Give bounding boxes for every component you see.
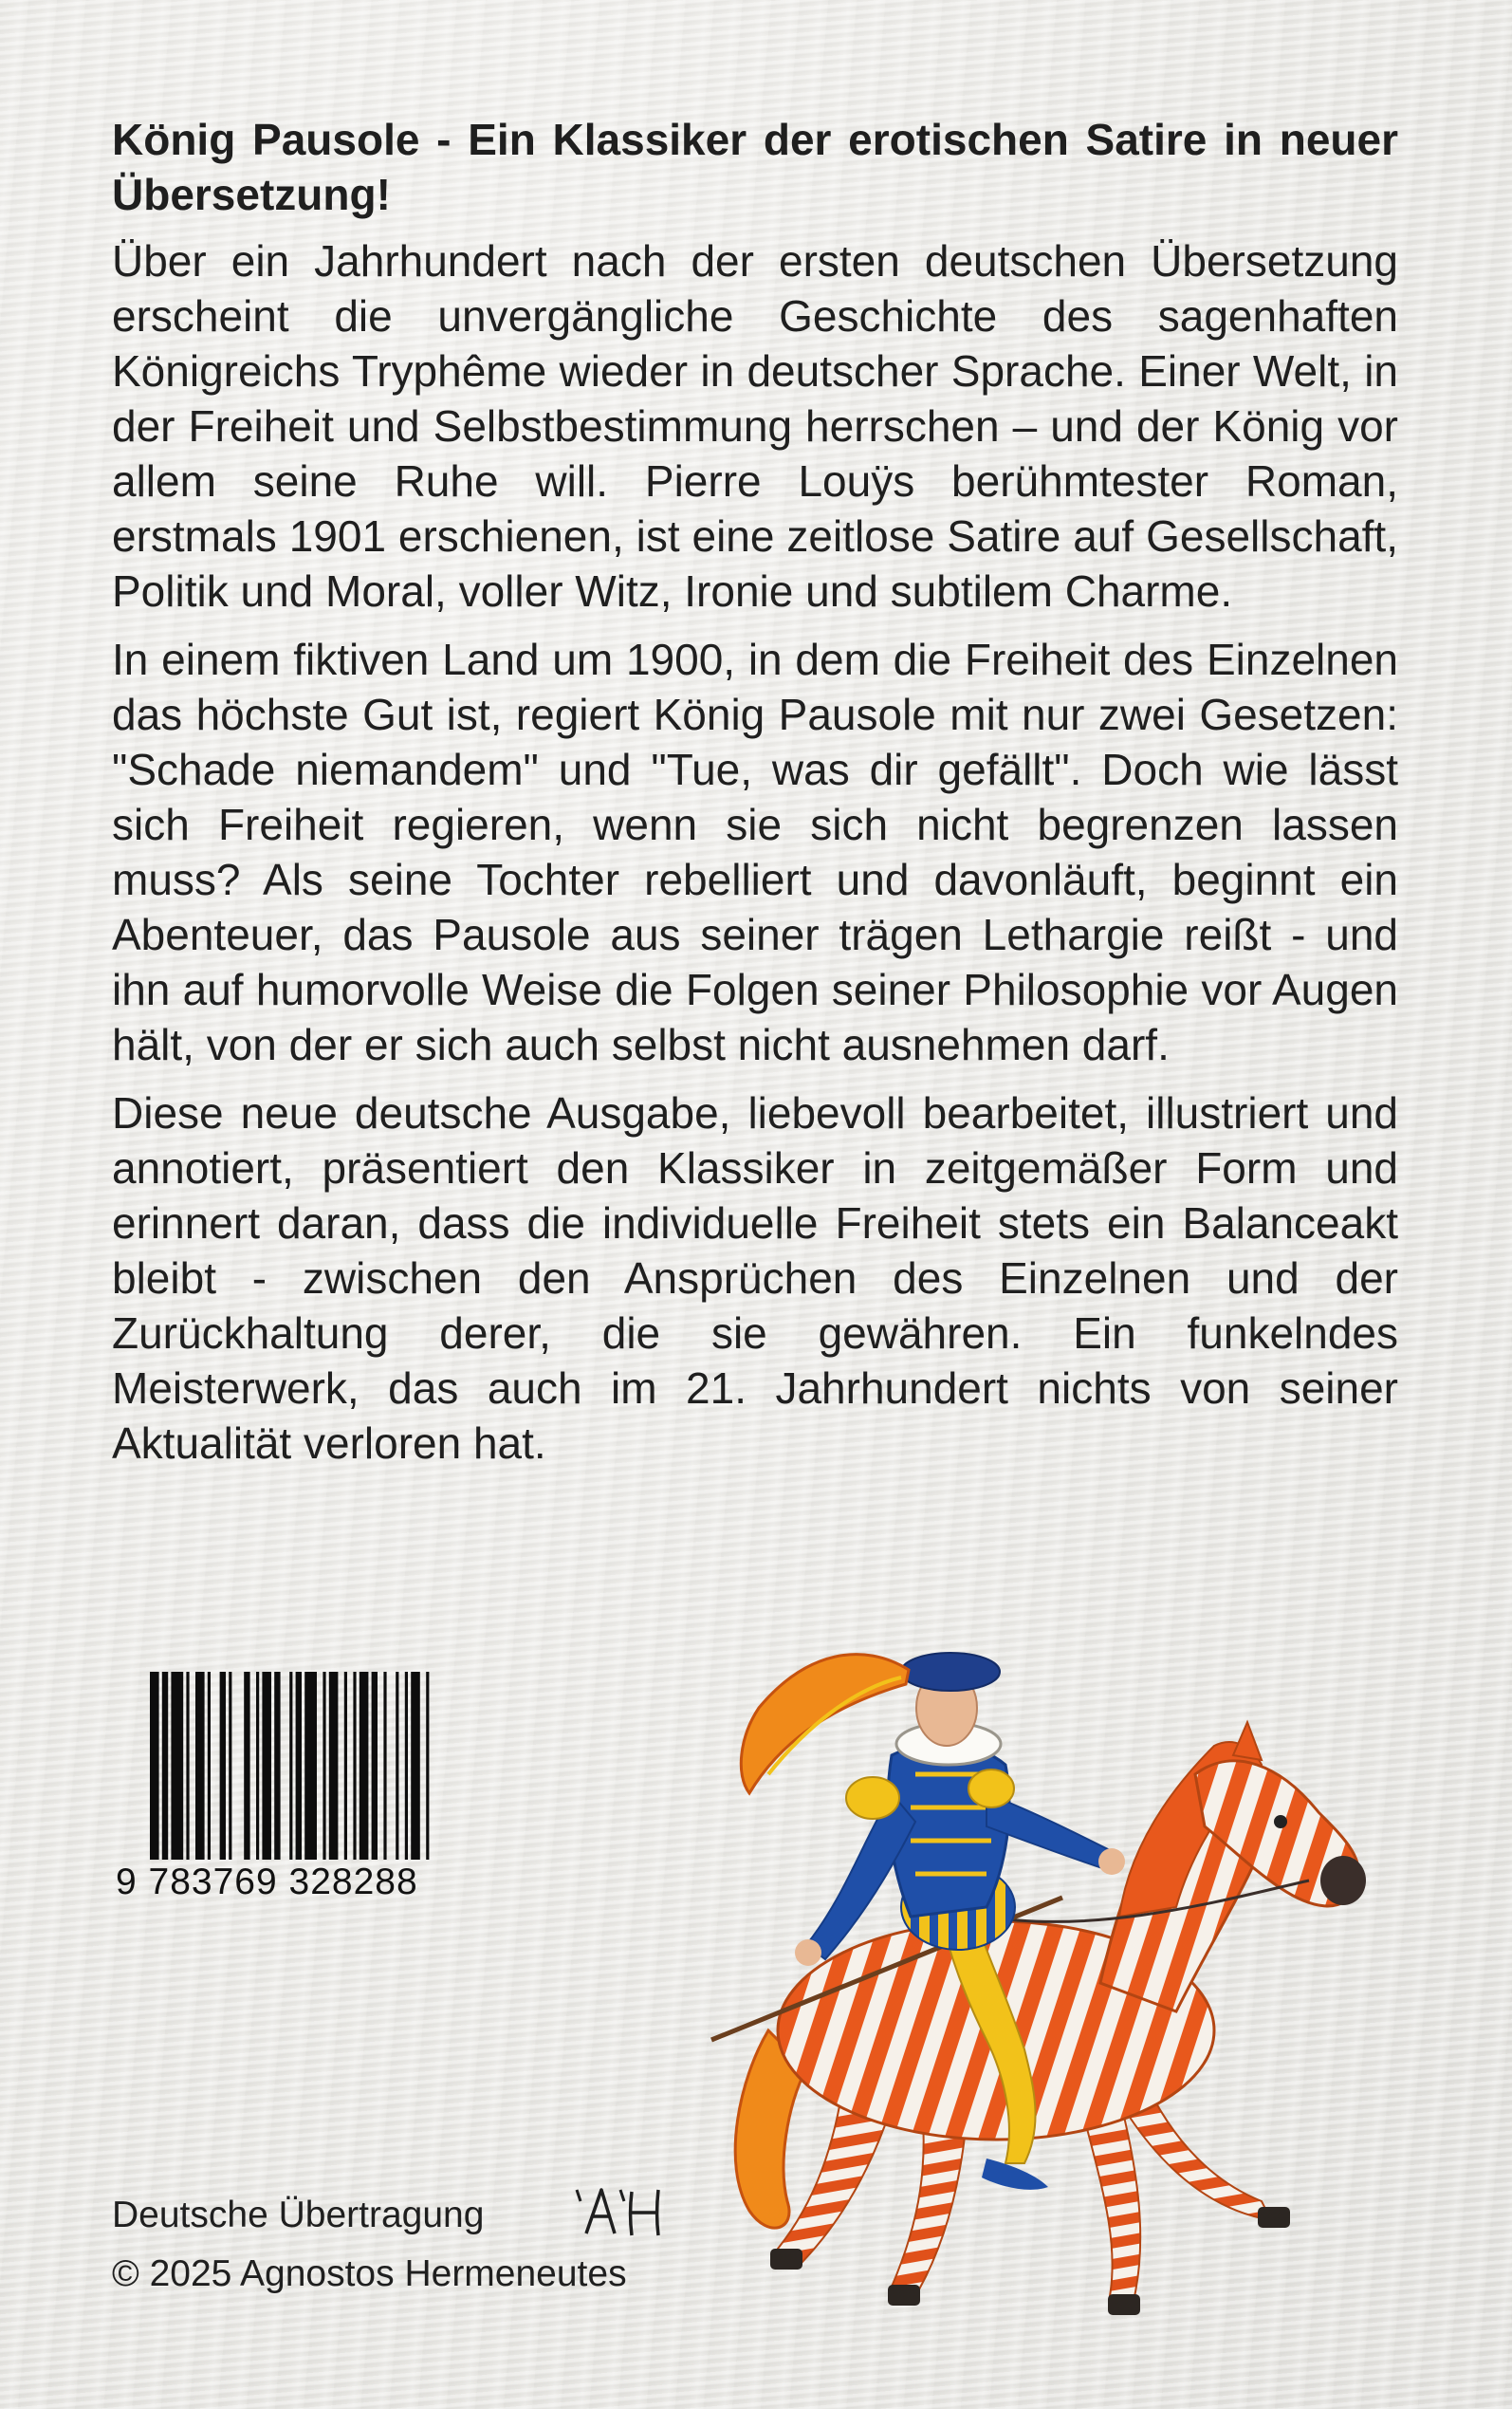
barcode-bar: [344, 1672, 347, 1860]
publisher-signature-logo: [567, 2178, 672, 2245]
blurb-paragraph-2: In einem fiktiven Land um 1900, in dem die Freiheit des Einzelnen das höchste Gut ist, regiert König Pausole mit nur zwei Gesetzen: "Schade niemandem" und "Tue, was dir gefällt". Doch wie lässt sich Freiheit regieren, wenn sie sich nicht begrenzen lassen muss? Als seine Tochter rebelliert und davonläuft, beginnt ein Abenteuer, das Pausole aus seiner trägen Lethargie reißt - und ihn auf humorvolle Weise die Folgen seiner Philosophie vor Augen hält, von der er sich auch selbst nicht ausnehmen darf.: [112, 635, 1398, 1069]
barcode-bar: [150, 1672, 159, 1860]
barcode-bar: [426, 1672, 429, 1860]
barcode-bar: [274, 1672, 280, 1860]
barcode-bar: [360, 1672, 369, 1860]
blurb-paragraph-1: Über ein Jahrhundert nach der ersten deutschen Übersetzung erscheint die unvergängliche Geschichte des sagenhaften Königreichs Tryphême wieder in deutscher Sprache. Einer Welt, in der Freiheit und Selbstbestimmung herrschen – und der König vor allem seine Ruhe will. Pierre Louÿs berühmtester Roman, erstmals 1901 erschienen, ist eine zeitlose Satire auf Gesellschaft, Politik und Moral, voller Witz, Ironie und subtilem Charme.: [112, 236, 1398, 616]
barcode-bar: [396, 1672, 398, 1860]
credits: [112, 2186, 627, 2304]
barcode-bar: [186, 1672, 189, 1860]
barcode-bar: [383, 1672, 386, 1860]
rider-on-zebra-illustration: [702, 1632, 1385, 2334]
isbn-barcode: [112, 1672, 434, 1911]
barcode-bars: [112, 1672, 434, 1862]
barcode-bar: [220, 1672, 226, 1860]
barcode-bar: [208, 1672, 211, 1860]
barcode-bar: [296, 1672, 302, 1860]
barcode-bar: [262, 1672, 271, 1860]
back-cover-text: [112, 112, 1398, 1484]
barcode-bar: [256, 1672, 259, 1860]
barcode-bar: [289, 1672, 292, 1860]
headline: König Pausole - Ein Klassiker der erotischen Satire in neuer Übersetzung!: [112, 115, 1398, 219]
barcode-bar: [244, 1672, 249, 1860]
barcode-bar: [162, 1672, 168, 1860]
translation-credit: Deutsche Übertragung: [112, 2195, 485, 2235]
blurb-paragraph-3: Diese neue deutsche Ausgabe, liebevoll bearbeitet, illustriert und annotiert, präsentiert den Klassiker in zeitgemäßer Form und erinnert daran, dass die individuelle Freiheit stets ein Balanceakt bleibt - zwischen den Ansprüchen des Einzelnen und der Zurückhaltung derer, die sie gewähren. Ein funkelndes Meisterwerk, das auch im 21. Jahrhundert nichts von seiner Aktualität verloren hat.: [112, 1088, 1398, 1468]
barcode-bar: [304, 1672, 317, 1860]
barcode-bar: [323, 1672, 325, 1860]
barcode-bar: [405, 1672, 408, 1860]
barcode-bar: [372, 1672, 378, 1860]
rider-on-striped-zebra-illustration: [702, 1632, 1385, 2334]
barcode-bar: [229, 1672, 231, 1860]
copyright-notice: © 2025 Agnostos Hermeneutes: [112, 2253, 627, 2294]
barcode-bar: [411, 1672, 420, 1860]
barcode-bar: [329, 1672, 339, 1860]
barcode-bar: [195, 1672, 205, 1860]
barcode-bar: [171, 1672, 183, 1860]
barcode-bar: [353, 1672, 356, 1860]
isbn-number: 9 783769 328288: [116, 1862, 418, 1902]
